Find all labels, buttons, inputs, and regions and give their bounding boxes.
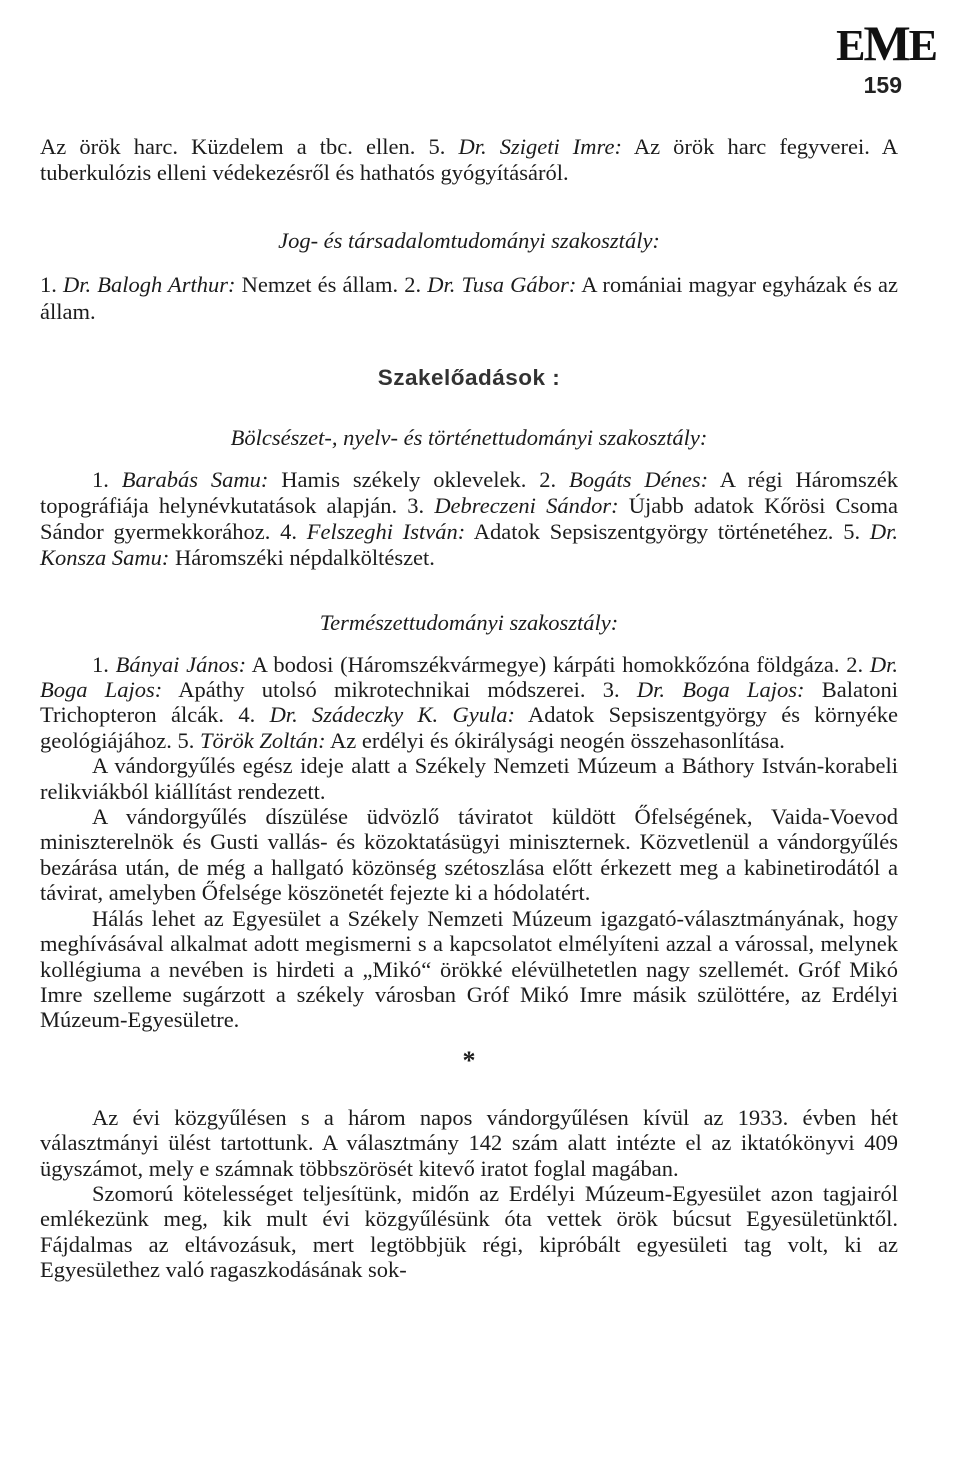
page-content <box>40 134 898 1283</box>
paragraph-telegram: A vándorgyűlés díszülése üdvözlő táviratot küldött Őfelségének, Vaida-Voevod miniszterelnök és Gusti vallás- és közoktatásügyi miniszternek. Közvetlenül a vándorgyűlés bezárása után, de még a hallgató közönség szétoszlása előtt érkezett meg a kabinetirodától a távirat, amelyben Őfelsége köszönetét fejezte ki a hódolatért. <box>40 804 898 906</box>
paragraph-humanities-lectures: 1. Barabás Samu: Hamis székely oklevelek. 2. Bogáts Dénes: A régi Háromszék topográfiája helynévkutatások alapján. 3. Debreczeni Sándor: Újabb adatok Kőrösi Csoma Sándor gyermekkorához. 4. Felszeghi István: Adatok Sepsiszentgyörgy történetéhez. 5. Dr. Konsza Samu: Háromszéki népdalköltészet. <box>40 466 899 571</box>
section-heading-natural-sciences: Természettudományi szakosztály: <box>319 609 619 635</box>
paragraph-obituary-intro: Szomorú kötelességet teljesítünk, midőn az Erdélyi Múzeum-Egyesület azon tagjairól emlékezünk meg, kik mult évi közgyűlésünk óta vettek örök búcsut Egyesületünktől. Fájdalmas az eltávozásuk, mert legtöbbjük régi, kipróbált egyesületi tag volt, ki az Egyesülethez való ragaszkodásának sok- <box>40 1180 898 1283</box>
paragraph-gratitude: Hálás lehet az Egyesület a Székely Nemzeti Múzeum igazgató-választmányának, hogy meghívásával alkalmat adott megismerni s a kapcsolatot elmélyíteni azzal a várossal, melynek kollégiuma a nevében is hirdeti a „Mikó“ örökké elévülhetetlen nagy szellemét. Gróf Mikó Imre szelleme sugárzott a székely városban Gróf Mikó Imre másik szülöttére, az Erdélyi Múzeum-Egyesületre. <box>40 905 898 1033</box>
page-number: 159 <box>863 72 902 98</box>
journal-logo <box>836 14 936 72</box>
paragraph-medicine-lectures: Az örök harc. Küzdelem a tbc. ellen. 5. Dr. Szigeti Imre: Az örök harc fegyverei. A tuberkulózis elleni védekezésről és hathatós gyógyításáról. <box>40 134 899 186</box>
section-separator: * <box>462 1045 476 1075</box>
paragraph-law-lectures: 1. Dr. Balogh Arthur: Nemzet és állam. 2. Dr. Tusa Gábor: A romániai magyar egyházak és az állam. <box>40 272 898 324</box>
section-heading-humanities: Bölcsészet-, nyelv- és történettudományi szakosztály: <box>230 424 708 450</box>
logo-letter-e2: E <box>908 21 936 70</box>
paragraph-natural-science-lectures: 1. Bányai János: A bodosi (Háromszékvármegye) kárpáti homokkőzóna földgáza. 2. Dr. Boga Lajos: Apáthy utolsó mikrotechnikai módszerei. 3. Dr. Boga Lajos: Balatoni Trichopteron álcák. 4. Dr. Szádeczky K. Gyula: Adatok Sepsiszentgyörgy és környéke geológiájához. 5. Török Zoltán: Az erdélyi és ókirálysági neogén összehasonlítása. <box>40 651 899 753</box>
paragraph-exhibition: A vándorgyűlés egész ideje alatt a Székely Nemzeti Múzeum a Báthory István-korabeli relikviákból kiállítást rendezett. <box>40 753 898 804</box>
logo-letter-m: M <box>863 15 909 71</box>
section-heading-law: Jog- és társadalomtudományi szakosztály: <box>278 228 660 254</box>
paragraph-committee-meetings: Az évi közgyűlésen s a három napos vándorgyűlésen kívül az 1933. évben hét választmányi ülést tartottunk. A választmány 142 szám alatt intézte el az iktatókönyvi 409 ügyszámot, mely e számnak többszörösét kitevő iratot foglal magában. <box>40 1104 898 1181</box>
section-heading-special-lectures: Szakelőadások : <box>377 364 561 390</box>
logo-letter-e1: E <box>836 21 864 70</box>
